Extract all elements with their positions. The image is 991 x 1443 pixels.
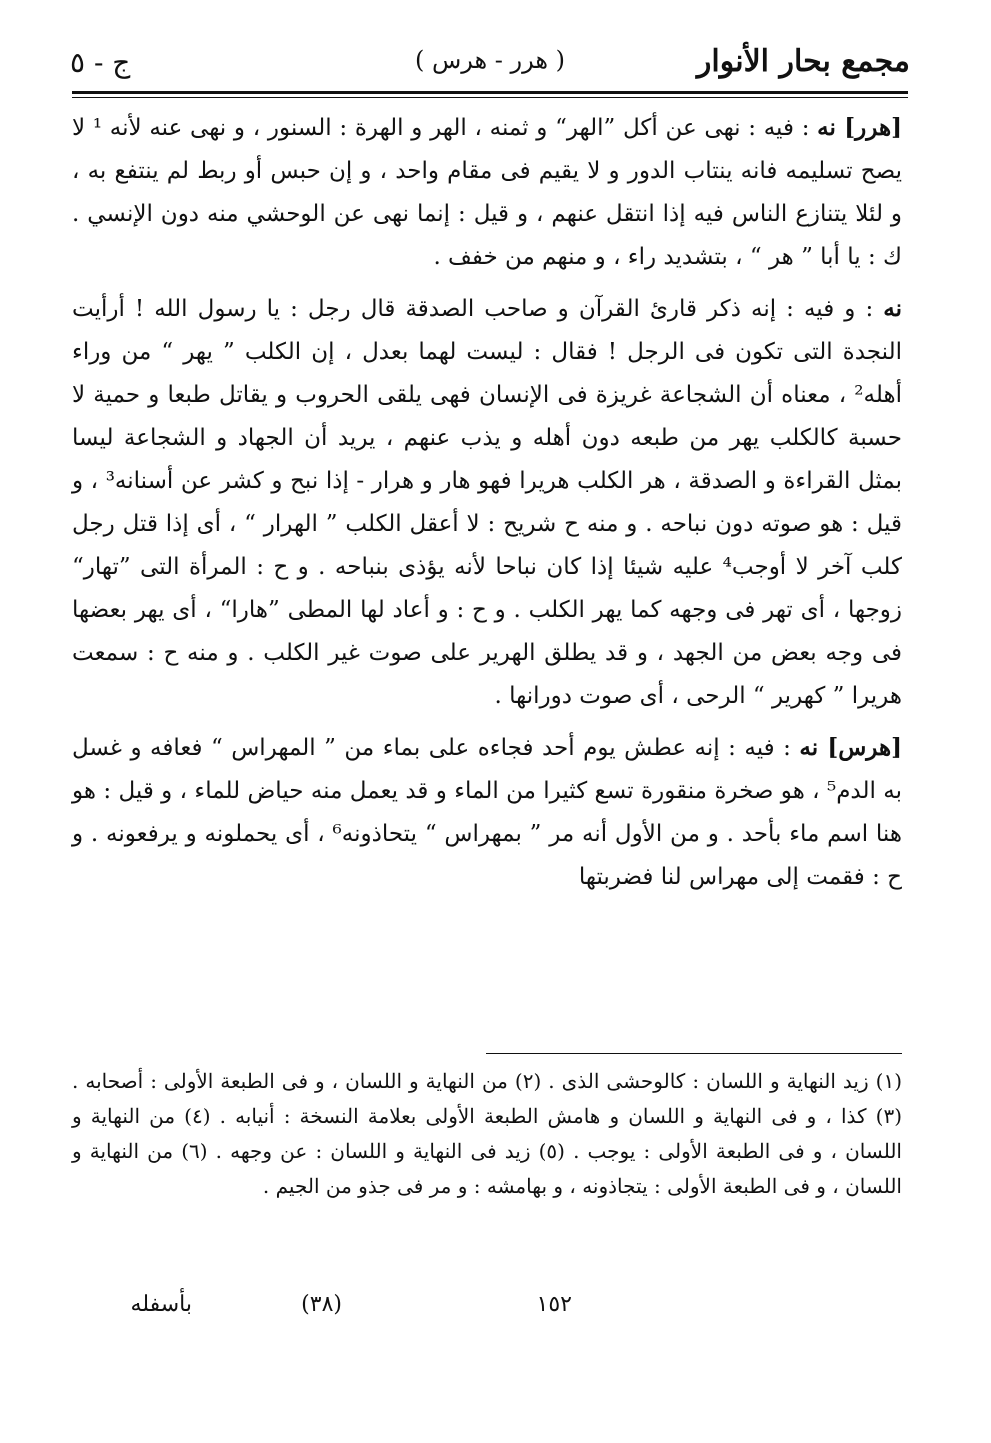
footnote-block: (١) زيد النهاية و اللسان : كالوحشى الذى . (٢) من النهاية و اللسان ، و فى الطبعة الأولى : أصحابه . (٣) كذا ، و فى النهاية و اللسان و هامش الطبعة الأولى بعلامة النسخة : أنيابه . (٤) من النهاية و اللسان ، و فى الطبعة الأولى : يوجب . (٥) زيد فى النهاية و اللسان : عن وجهه . (٦) من النهاية و اللسان ، و فى الطبعة الأولى : يتجاذونه ، و بهامشه : و مر فى جذو من الجيم . <box>72 1069 902 1198</box>
entry-harar-hadith-paragraph <box>72 287 902 718</box>
header-rule-thick <box>72 91 908 94</box>
footnote-separator <box>486 1053 902 1054</box>
volume-number: ج - ٥ <box>70 46 131 79</box>
entry-heading: [هرر] نه <box>817 114 902 141</box>
main-text <box>72 106 902 899</box>
paragraph-text: : و فيه : إنه ذكر قارئ القرآن و صاحب الصدقة قال رجل : يا رسول الله ! أرأيت النجدة التى تكون فى الرجل ! فقال : ليست لهما بعدل ، إن الكلب ” يهر “ من وراء أهله² ، معناه أن الشجاعة غريزة فى الإنسان فهى يلقى الحروب و يقاتل طبعا و حمية لا حسبة كالكلب يهر من طبعه دون أهله و يذب عنهم ، يريد أن الجهاد و الشجاعة ليسا بمثل القراءة و الصدقة ، هر الكلب هريرا فهو هار و هرار - إذا نبح و كشر عن أسنانه³ ، و قيل : هو صوته دون نباحه . و منه ح شريح : لا أعقل الكلب ” الهرار “ ، أى إذا قتل رجل كلب آخر لا أوجب⁴ عليه شيئا إذا كان نباحا لأنه يؤذى بنباحه . و ح : المرأة التى ”تهار“ زوجها ، أى تهر فى وجهه كما يهر الكلب . و ح : و أعاد لها المطى ”هارا“ ، أى يهر بعضها فى وجه بعض من الجهد ، و قد يطلق الهرير على صوت غير الكلب . و منه ح : سمعت هريرا ” كهرير “ الرحى ، أى صوت دورانها . <box>72 296 902 709</box>
source-marker: نه <box>883 295 903 322</box>
entry-harar-paragraph <box>72 106 902 279</box>
entry-haras-paragraph <box>72 726 902 899</box>
footnotes <box>72 1064 902 1204</box>
paragraph-text: : فيه : إنه عطش يوم أحد فجاءه على بماء من ” المهراس “ فعافه و غسل به الدم⁵ ، هو صخرة منقورة تسع كثيرا من الماء و قد يعمل منه حياض للماء ، و قيل : هو هنا اسم ماء بأحد . و من الأول أنه مر ” بمهراس “ يتحاذونه⁶ ، أى يحملونه و يرفعونه . و ح : فقمت إلى مهراس لنا فضربتها <box>72 735 902 890</box>
signature-mark: (٣٨) <box>301 1292 342 1317</box>
header-rule-thin <box>72 97 908 98</box>
paragraph-text: : فيه : نهى عن أكل ”الهر“ و ثمنه ، الهر و الهرة : السنور ، و نهى عنه لأنه ¹ لا يصح تسليمه فانه ينتاب الدور و لا يقيم فى مقام واحد ، و إن حبس أو ربط لم ينتفع به ، و لئلا يتنازع الناس فيه إذا انتقل عنهم ، و قيل : إنما نهى عن الوحشي منه دون الإنسي . ك : يا أبا ” هر “ ، بتشديد راء ، و منهم من خفف . <box>72 115 903 270</box>
catchword: بأسفله <box>130 1292 192 1317</box>
entry-range-text: ( هرر - هرس ) <box>414 46 566 74</box>
book-title: مجمع بحار الأنوار <box>696 44 910 79</box>
entry-range <box>70 46 910 74</box>
entry-heading: [هرس] نه <box>799 734 903 761</box>
page-footer <box>72 1292 902 1332</box>
page-number: ١٥٢ <box>536 1292 572 1317</box>
running-header <box>70 40 910 84</box>
